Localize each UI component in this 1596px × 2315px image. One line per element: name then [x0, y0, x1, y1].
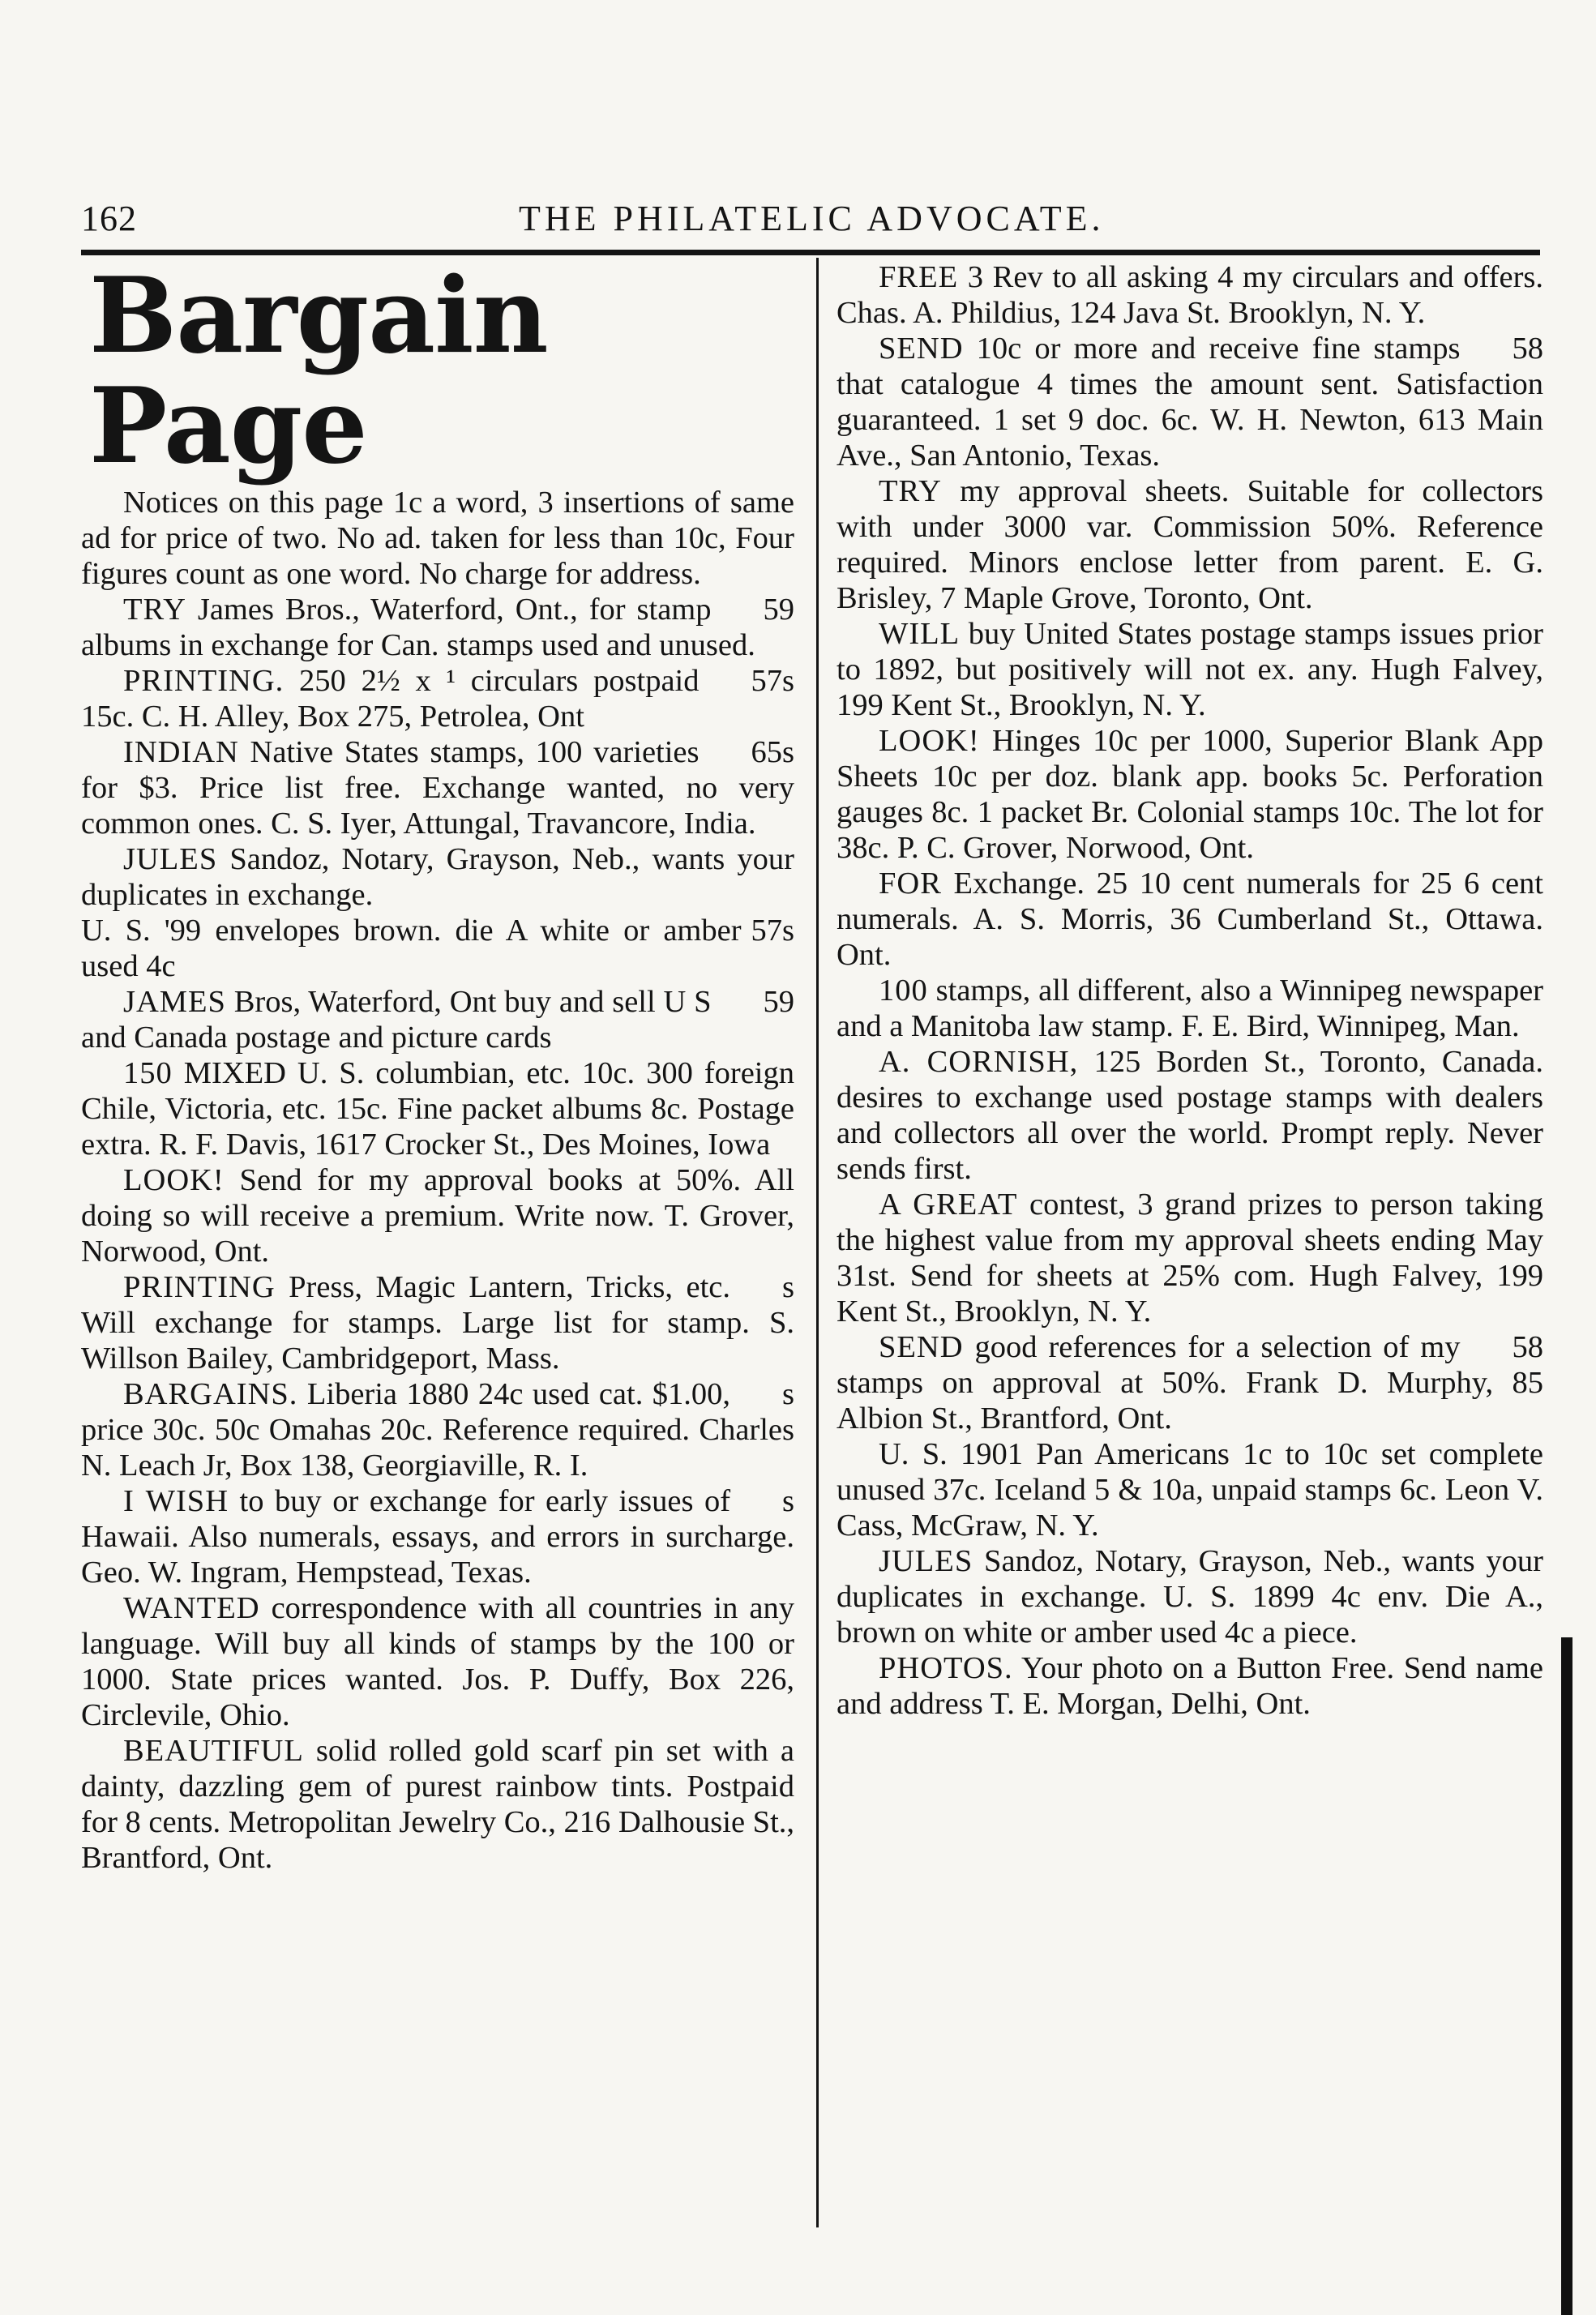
ad-lead-word: LOOK! [123, 1163, 225, 1197]
ad-text: Hinges 10c per 1000, Superior Blank App Sheets 10c per doz. blank app. books 5c. Perforation gauges 8c. 1 packet Br. Colonial stamps 10c. The lot for 38c. P. C. Grover, Norwood, Ont. [837, 724, 1543, 865]
ad-code: s [782, 1484, 794, 1518]
scan-edge [1561, 1637, 1572, 2315]
ad-code: 57s [751, 664, 794, 698]
classified-ad [837, 331, 1543, 473]
ad-text: 10c or more and receive fine stamps that catalogue 4 times the amount sent. Satisfaction guaranteed. 1 set 9 doc. 6c. W. H. Newton, 613 Main Ave., San Antonio, Texas. [837, 332, 1543, 473]
classified-ad [81, 1376, 794, 1483]
classified-ad [81, 1590, 794, 1733]
ad-text: Send for my approval books at 50%. All doing so will receive a premium. Write now. T. Grover, Norwood, Ont. [81, 1163, 794, 1269]
ad-text: good references for a selection of my stamps on approval at 50%. Frank D. Murphy, 85 Albion St., Brantford, Ont. [837, 1330, 1543, 1436]
classified-ad [81, 1483, 794, 1590]
classified-ad [837, 1436, 1543, 1543]
classified-ad [81, 1162, 794, 1269]
ad-lead-word: WANTED [123, 1591, 260, 1625]
ad-lead-word: FREE [879, 260, 959, 294]
ad-text: MIXED U. S. columbian, etc. 10c. 300 foreign Chile, Victoria, etc. 15c. Fine packet albums 8c. Postage extra. R. F. Davis, 1617 Crocker St., Des Moines, Iowa [81, 1056, 794, 1162]
ad-lead-word: FOR [879, 867, 942, 901]
classified-ad [837, 1044, 1543, 1187]
classified-ad [81, 1269, 794, 1376]
ad-lead-word: TRY [123, 593, 186, 627]
ad-lead-word: LOOK! [879, 724, 980, 758]
running-title: THE PHILATELIC ADVOCATE. [519, 199, 1105, 238]
ad-code: 65s [751, 735, 794, 769]
ad-lead-word: A GREAT [879, 1187, 1018, 1222]
ad-text: Press, Magic Lantern, Tricks, etc. Will exchange for stamps. Large list for stamp. S. Willson Bailey, Cambridgeport, Mass. [81, 1270, 794, 1376]
ad-lead-word: 100 [879, 973, 928, 1008]
intro-notice: Notices on this page 1c a word, 3 insertions of same ad for price of two. No ad. taken for less than 10c, Four figures count as one word. No charge for address. [81, 486, 794, 591]
ad-text: James Bros., Waterford, Ont., for stamp albums in exchange for Can. stamps used and unused. [81, 593, 755, 662]
ad-text: Liberia 1880 24c used cat. $1.00, price 30c. 50c Omahas 20c. Reference required. Charles N. Leach Jr, Box 138, Georgiaville, R. I. [81, 1377, 794, 1483]
classified-ad [81, 984, 794, 1055]
ad-text: solid rolled gold scarf pin set with a dainty, dazzling gem of purest rainbow tints. Postpaid for 8 cents. Metropolitan Jewelry Co., 216 Dalhousie St., Brantford, Ont. [81, 1734, 795, 1875]
ad-text: correspondence with all countries in any language. Will buy all kinds of stamps by the 100 or 1000. State prices wanted. Jos. P. Duffy, Box 226, Circlevile, Ohio. [81, 1591, 794, 1732]
ad-text: Bros, Waterford, Ont buy and sell U S and Canada postage and picture cards [81, 985, 712, 1055]
ad-text: my approval sheets. Suitable for collectors with under 3000 var. Commission 50%. Reference required. Minors enclose letter from parent. E. G. Brisley, 7 Maple Grove, Toronto, Ont. [837, 474, 1543, 615]
ad-lead-word: PRINTING. [123, 664, 285, 698]
ad-lead-word: I WISH [123, 1484, 229, 1518]
classified-ad [837, 1187, 1543, 1329]
classified-ad [81, 1733, 794, 1876]
ad-code: 59 [763, 985, 794, 1019]
ad-lead-word: SEND [879, 332, 964, 366]
left-ad-list [81, 592, 794, 1876]
ad-lead-word: JULES [123, 842, 218, 876]
ad-code: 58 [1512, 332, 1543, 366]
ad-lead-word: JAMES [123, 985, 226, 1019]
ad-code: s [782, 1270, 794, 1304]
classified-ad [837, 1329, 1543, 1436]
ad-text: stamps, all different, also a Winnipeg newspaper and a Manitoba law stamp. F. E. Bird, Winnipeg, Man. [837, 973, 1543, 1043]
ad-text: Sandoz, Notary, Grayson, Neb., wants your duplicates in exchange. [81, 842, 794, 912]
ad-lead-word: INDIAN [123, 735, 239, 769]
ad-lead-word: 150 [123, 1056, 173, 1090]
classified-ad [837, 723, 1543, 866]
left-column [81, 255, 795, 1876]
ad-text: U. S. '99 envelopes brown. die A white or amber used 4c [81, 914, 742, 983]
classified-ad [837, 866, 1543, 973]
ad-text: 250 2½ x ¹ circulars postpaid 15c. C. H. Alley, Box 275, Petrolea, Ont [81, 664, 700, 734]
ad-lead-word: BARGAINS. [123, 1377, 298, 1411]
ad-text: contest, 3 grand prizes to person taking the highest value from my approval sheets ending May 31st. Send for sheets at 25% com. Hugh Falvey, 199 Kent St., Brooklyn, N. Y. [837, 1187, 1543, 1329]
header-rule [81, 250, 1540, 255]
classified-ad [81, 841, 794, 913]
ad-text: buy United States postage stamps issues prior to 1892, but positively will not ex. any. Hugh Falvey, 199 Kent St., Brooklyn, N. Y. [837, 617, 1543, 722]
ad-lead-word: A. CORNISH, [879, 1045, 1079, 1079]
right-ad-list [837, 259, 1543, 1722]
ad-text: Sandoz, Notary, Grayson, Neb., wants your duplicates in exchange. U. S. 1899 4c env. Die A., brown on white or amber used 4c a piece. [837, 1544, 1543, 1650]
ad-lead-word: BEAUTIFUL [123, 1734, 304, 1768]
column-rule [816, 258, 819, 2227]
ad-code: s [782, 1377, 794, 1411]
section-title: Bargain Page [89, 255, 548, 487]
classified-ad [837, 1650, 1543, 1722]
ad-text: U. S. 1901 Pan Americans 1c to 10c set complete unused 37c. Iceland 5 & 10a, unpaid stamps 6c. Leon V. Cass, McGraw, N. Y. [837, 1437, 1543, 1543]
page-number: 162 [81, 199, 137, 238]
classified-ad [81, 592, 794, 663]
classified-ad [837, 259, 1543, 331]
ad-lead-word: PHOTOS. [879, 1651, 1013, 1685]
ad-lead-word: WILL [879, 617, 961, 651]
classified-ad [837, 1543, 1543, 1650]
ad-text: 125 Borden St., Toronto, Canada. desires to exchange used postage stamps with dealers and collectors all over the world. Prompt reply. Never sends first. [837, 1045, 1543, 1186]
ad-lead-word: SEND [879, 1330, 964, 1364]
classified-ad [81, 1055, 794, 1162]
ad-code: 59 [763, 593, 794, 627]
classified-ad [837, 473, 1543, 616]
classified-ad [81, 663, 794, 734]
ad-text: Your photo on a Button Free. Send name and address T. E. Morgan, Delhi, Ont. [837, 1651, 1543, 1721]
classified-ad [837, 616, 1543, 723]
classified-ad [837, 973, 1543, 1044]
ad-lead-word: TRY [879, 474, 942, 508]
right-column [837, 259, 1543, 1722]
ad-text: 3 Rev to all asking 4 my circulars and offers. Chas. A. Phildius, 124 Java St. Brooklyn, N. Y. [837, 260, 1543, 330]
ad-lead-word: PRINTING [123, 1270, 276, 1304]
ad-text: Exchange. 25 10 cent numerals for 25 6 cent numerals. A. S. Morris, 36 Cumberland St., Ottawa. Ont. [837, 867, 1543, 972]
ad-code: 58 [1512, 1330, 1543, 1364]
ad-text: Native States stamps, 100 varieties for $3. Price list free. Exchange wanted, no very common ones. C. S. Iyer, Attungal, Travancore, India. [81, 735, 794, 841]
ad-code: 57s [751, 914, 794, 948]
ad-lead-word: JULES [879, 1544, 973, 1578]
page-header [81, 195, 1475, 251]
ad-text: to buy or exchange for early issues of Hawaii. Also numerals, essays, and errors in surcharge. Geo. W. Ingram, Hempstead, Texas. [81, 1484, 794, 1590]
classified-ad [81, 913, 794, 984]
classified-ad [81, 734, 794, 841]
